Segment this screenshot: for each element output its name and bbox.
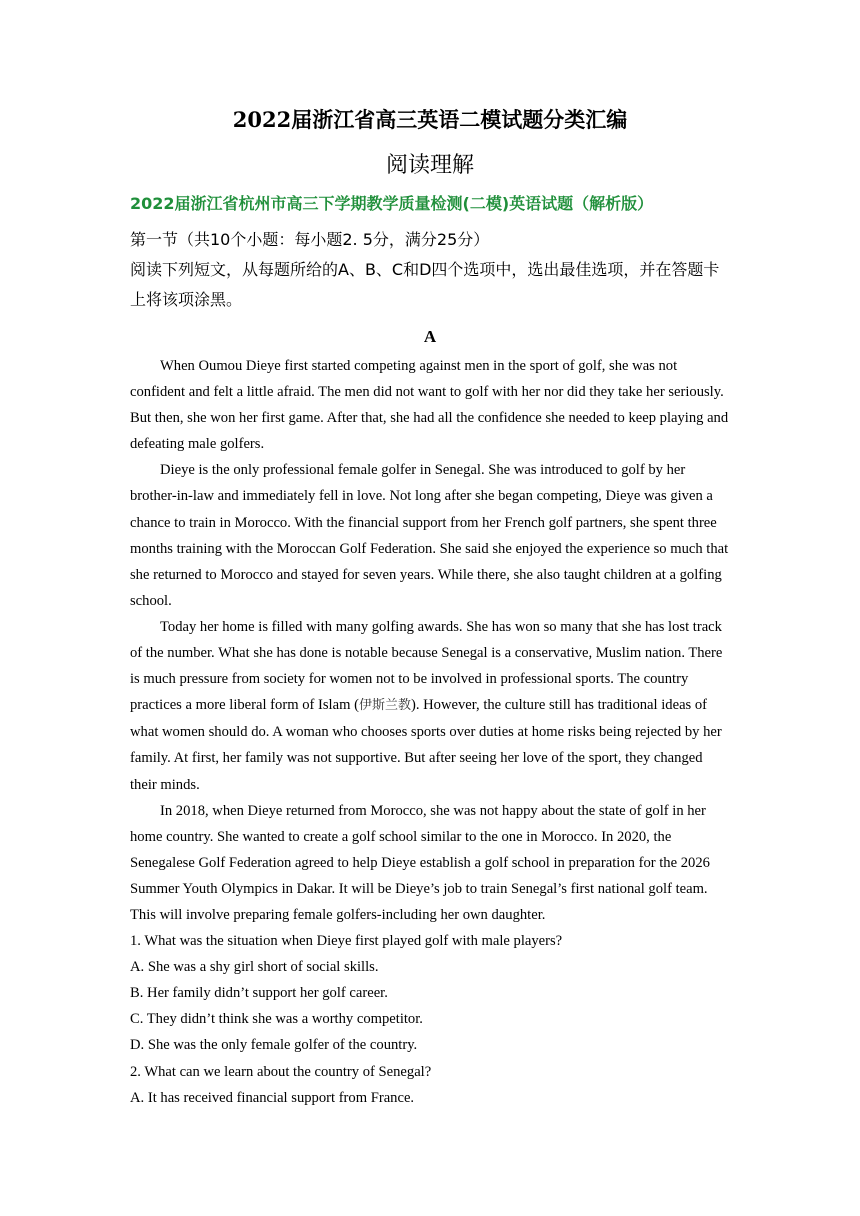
instructions: 阅读下列短文，从每题所给的A、B、C和D四个选项中，选出最佳选项，并在答题卡上将该项涂黑。	[130, 260, 720, 309]
document-subtitle: 阅读理解	[385, 153, 474, 178]
paragraph-2: Dieye is the only professional female golfer in Senegal. She was introduced to golf by her brother-in-law and immediately fell in love. Not long after she began competing, Dieye was given a chance to train in Morocco. With the financial support from her French golf partners, she spent three months training with the Moroccan Golf Federation. She said she enjoyed the experience so much that she returned to Morocco and stayed for seven years. While there, she also taught children at a golfing school.	[130, 462, 729, 609]
section-header: 第一节（共10个小题：每小题2. 5分，满分25分）	[130, 230, 490, 249]
option-1b: B. Her family didn’t support her golf career.	[130, 985, 388, 1002]
exam-source: 2022届浙江省杭州市高三下学期教学质量检测(二模)英语试题（解析版）	[130, 194, 654, 213]
paragraph-3-part-1: Today her home is filled with many golfing awards. She has won so many that she has lost track of the number. What she has done is notable because Senegal is a conservative, Muslim nation. There is much pressure from society for women not to be involved in professional sports. The country practices a more liberal form of Islam (	[130, 618, 723, 714]
option-2a: A. It has received financial support from France.	[130, 1089, 415, 1106]
paragraph-3	[130, 614, 730, 798]
option-1d: D. She was the only female golfer of the country.	[130, 1037, 418, 1054]
option-1c: C. They didn’t think she was a worthy competitor.	[130, 1011, 423, 1028]
paragraph-4: In 2018, when Dieye returned from Morocco, she was not happy about the state of golf in her home country. She wanted to create a golf school similar to the one in Morocco. In 2020, the Senegalese Golf Federation agreed to help Dieye establish a golf school in preparation for the 2026 Summer Youth Olympics in Dakar. It will be Dieye’s job to train Senegal’s first national golf team. This will involve preparing female golfers-including her own daughter.	[130, 802, 710, 923]
paragraph-1: When Oumou Dieye first started competing against men in the sport of golf, she was not confident and felt a little afraid. The men did not want to golf with her nor did they take her seriously. But then, she won her first game. After that, she had all the confidence she needed to keep playing and defeating male golfers.	[130, 358, 729, 453]
question-1: 1. What was the situation when Dieye first played golf with male players?	[130, 933, 563, 950]
passage-letter: A	[423, 327, 437, 346]
paragraph-3-part-2: ). However, the culture still has traditional ideas of what women should do. A woman who chooses sports over duties at home risks being rejected by her family. At first, her family was not supportive. But after seeing her love of the sport, they changed their minds.	[130, 697, 722, 793]
question-2: 2. What can we learn about the country of Senegal?	[130, 1063, 432, 1080]
chinese-gloss: 伊斯兰教	[358, 698, 411, 714]
passage-body	[130, 353, 730, 1111]
document-title: 2022届浙江省高三英语二模试题分类汇编	[232, 107, 628, 132]
option-1a: A. She was a shy girl short of social skills.	[130, 959, 379, 976]
